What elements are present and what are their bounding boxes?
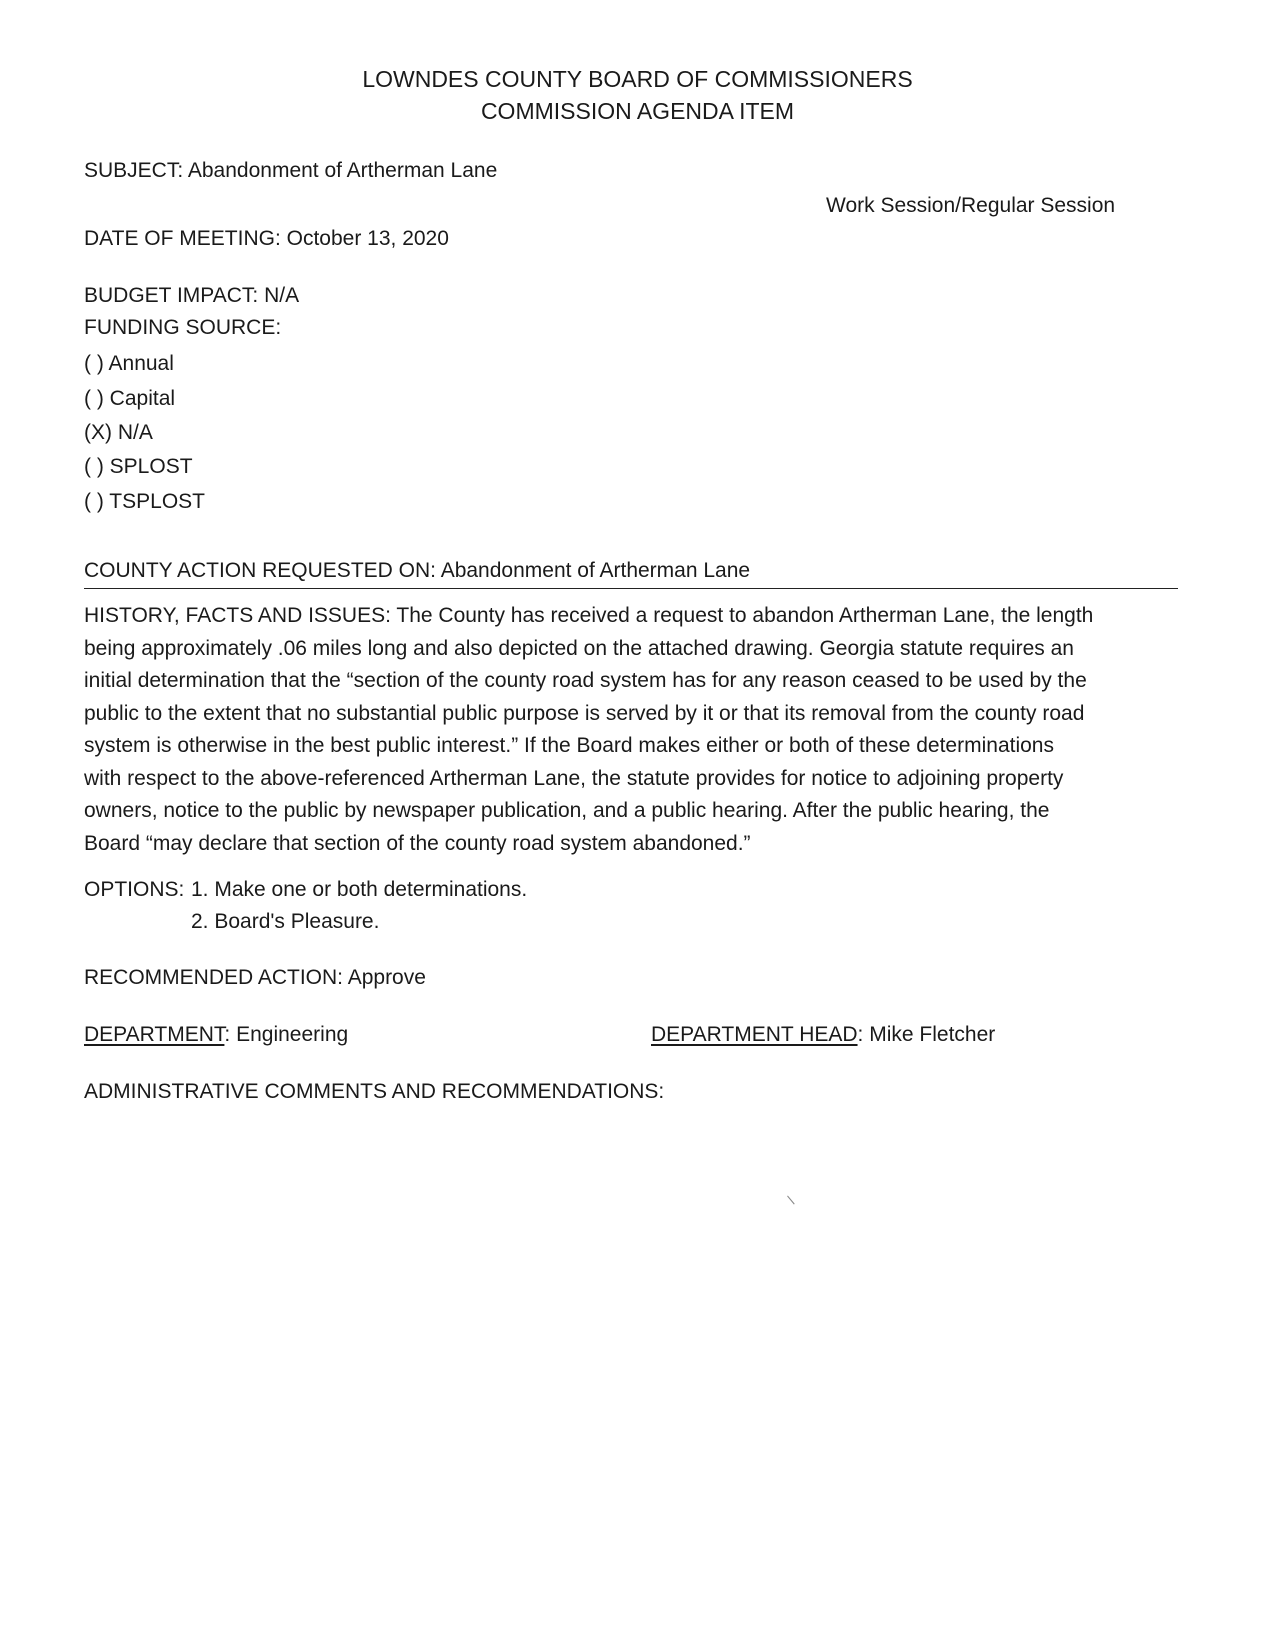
funding-option-label: Annual [108, 352, 174, 375]
meeting-date-value: October 13, 2020 [286, 227, 449, 250]
funding-option-na [84, 420, 153, 446]
admin-comments-label: ADMINISTRATIVE COMMENTS AND RECOMMENDATIONS: [84, 1080, 665, 1103]
funding-option-capital [84, 386, 175, 412]
option-item-2: 2. Board's Pleasure. [191, 910, 380, 933]
funding-option-label: N/A [117, 421, 153, 444]
scan-mark: / [783, 1193, 799, 1207]
recommended-action-value: Approve [347, 966, 426, 989]
department-head-line: DEPARTMENT HEAD: Mike Fletcher [651, 1023, 996, 1046]
department-head-value: Mike Fletcher [869, 1023, 996, 1046]
recommended-action-line [84, 965, 426, 991]
subject-value: Abandonment of Artherman Lane [187, 159, 498, 182]
county-action-line [84, 558, 750, 584]
subject-line [84, 158, 497, 184]
session-type: Work Session/Regular Session [826, 194, 1116, 217]
county-action-label: COUNTY ACTION REQUESTED ON: [84, 559, 436, 582]
budget-impact-value: N/A [264, 284, 300, 307]
funding-option-tsplost [84, 489, 205, 515]
history-facts-issues [84, 600, 1194, 860]
funding-option-mark: (X) [84, 421, 112, 444]
budget-impact-label: BUDGET IMPACT: [84, 284, 259, 307]
history-line: Board “may declare that section of the county road system abandoned.” [84, 831, 751, 855]
recommended-action-label: RECOMMENDED ACTION: [84, 966, 344, 989]
department-head-label: DEPARTMENT HEAD [651, 1023, 858, 1046]
funding-option-mark: ( ) [84, 352, 104, 375]
budget-impact-line [84, 283, 299, 309]
option-item-1: 1. Make one or both determinations. [191, 878, 528, 901]
meeting-date-label: DATE OF MEETING: [84, 227, 281, 250]
history-line: with respect to the above-referenced Artherman Lane, the statute provides for notice to adjoining property [84, 766, 1064, 790]
history-line: being approximately .06 miles long and also depicted on the attached drawing. Georgia statute requires an [84, 636, 1074, 660]
history-line: public to the extent that no substantial public purpose is served by it or that its removal from the county road [84, 701, 1085, 725]
funding-option-label: TSPLOST [109, 490, 205, 513]
funding-option-mark: ( ) [84, 490, 104, 513]
subject-label: SUBJECT: [84, 159, 184, 182]
meeting-date-line [84, 226, 449, 252]
history-line: system is otherwise in the best public interest.” If the Board makes either or both of these determinations [84, 734, 1054, 757]
funding-option-annual [84, 351, 174, 377]
history-line: initial determination that the “section of the county road system has for any reason ceased to be used by the [84, 669, 1087, 692]
funding-option-mark: ( ) [84, 455, 104, 478]
history-line: owners, notice to the public by newspaper publication, and a public hearing. After the public hearing, the [84, 799, 1050, 822]
department-value: Engineering [236, 1023, 349, 1046]
funding-option-label: Capital [109, 387, 176, 410]
document-type-title: COMMISSION AGENDA ITEM [480, 98, 795, 124]
history-line: HISTORY, FACTS AND ISSUES: The County has received a request to abandon Artherman Lane, the length [84, 604, 1094, 627]
document-org-title: LOWNDES COUNTY BOARD OF COMMISSIONERS [362, 66, 913, 92]
options-label: OPTIONS: [84, 878, 185, 901]
funding-option-label: SPLOST [109, 455, 193, 478]
department-line: DEPARTMENT: Engineering [84, 1023, 349, 1046]
funding-option-splost [84, 454, 193, 480]
county-action-value: Abandonment of Artherman Lane [440, 559, 751, 582]
department-label: DEPARTMENT [84, 1023, 225, 1046]
funding-option-mark: ( ) [84, 387, 104, 410]
funding-source-label: FUNDING SOURCE: [84, 316, 282, 339]
section-divider [84, 588, 1178, 589]
